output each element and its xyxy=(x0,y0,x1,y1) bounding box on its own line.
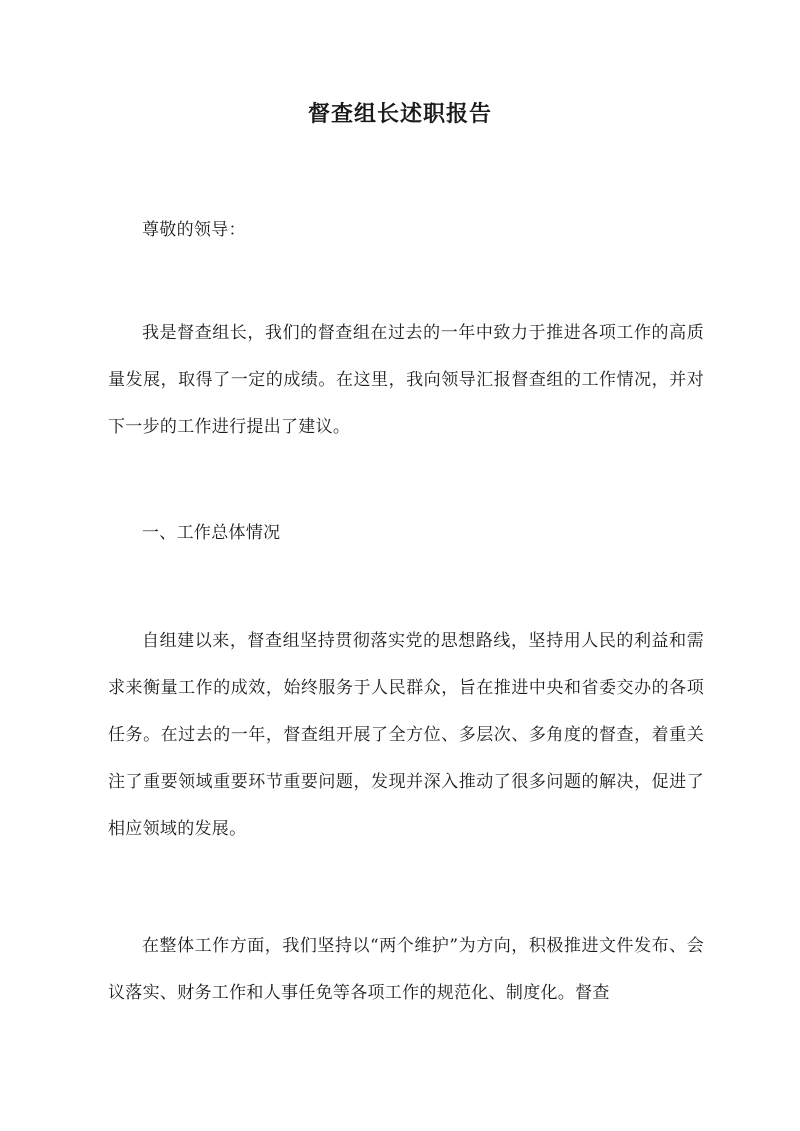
document-title: 督查组长述职报告 xyxy=(307,101,492,127)
salutation: 尊敬的领导： xyxy=(142,220,246,240)
body-paragraph: 自组建以来，督查组坚持贯彻落实党的思想路线，坚持用人民的利益和需求来衡量工作的成效，始终服务于人民群众，旨在推进中央和省委交办的各项任务。在过去的一年，督查组开展了全方位、多层次、多角度的督查，着重关注了重要领域重要环节重要问题，发现并深入推动了很多问题的解决，促进了相应领域的发展。 xyxy=(108,631,704,839)
section-heading: 一、工作总体情况 xyxy=(142,523,281,543)
body-paragraph: 在整体工作方面，我们坚持以“两个维护”为方向，积极推进文件发布、会议落实、财务工作和人事任免等各项工作的规范化、制度化。督查 xyxy=(108,936,704,1003)
intro-paragraph: 我是督查组长，我们的督查组在过去的一年中致力于推进各项工作的高质量发展，取得了一定的成绩。在这里，我向领导汇报督查组的工作情况，并对下一步的工作进行提出了建议。 xyxy=(108,323,704,437)
